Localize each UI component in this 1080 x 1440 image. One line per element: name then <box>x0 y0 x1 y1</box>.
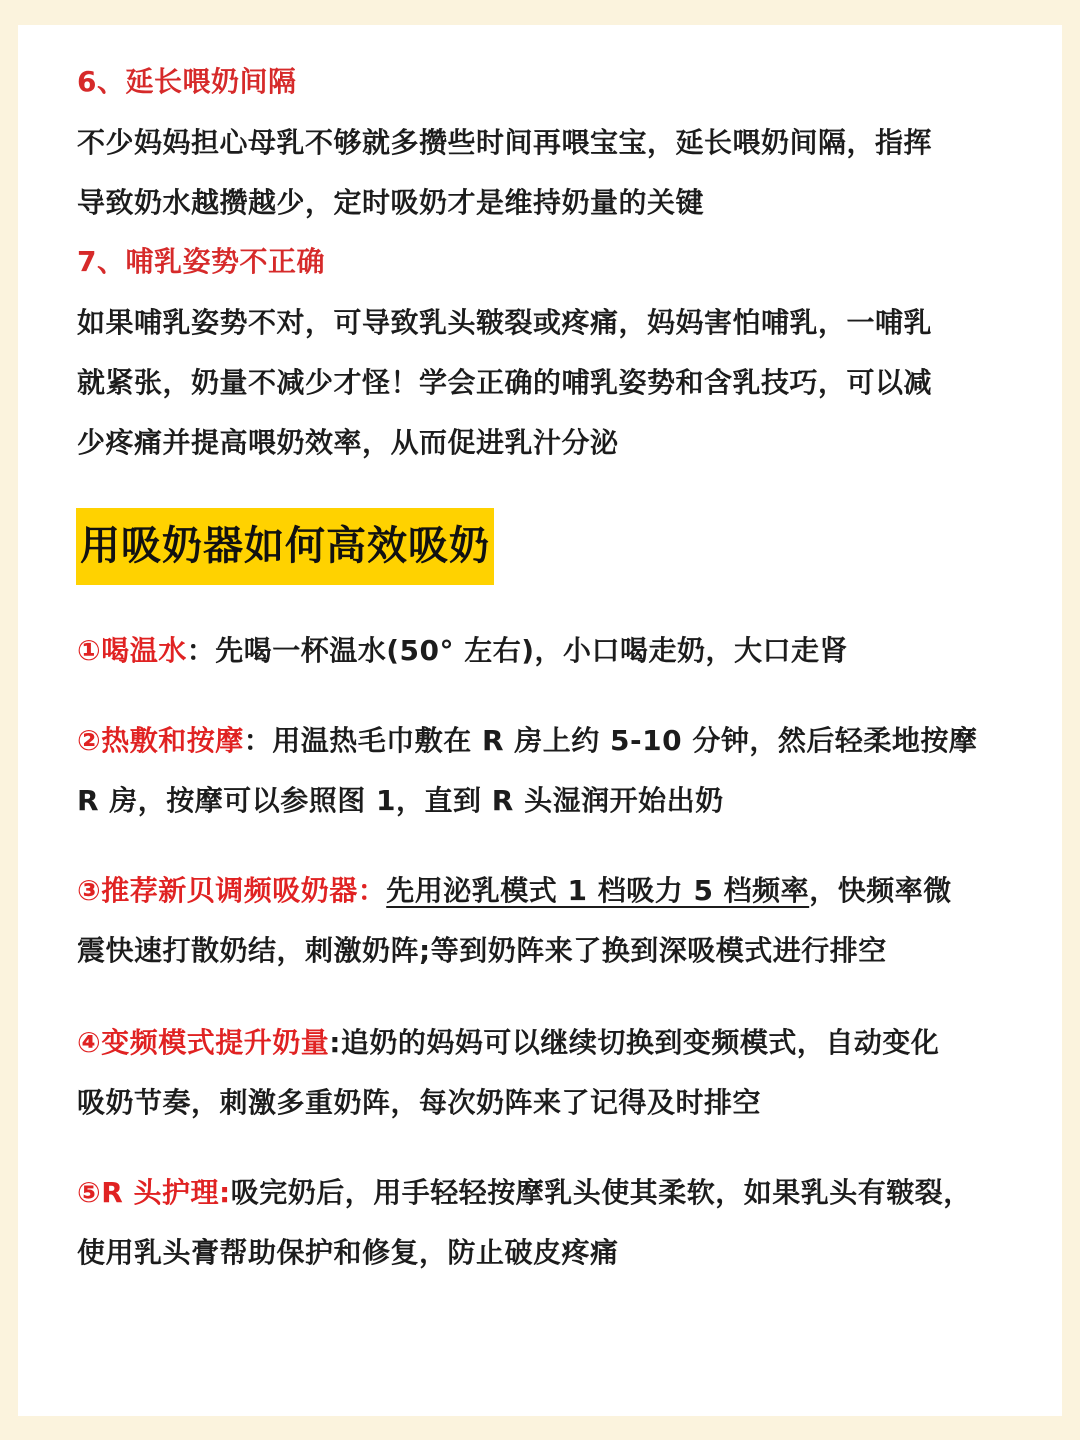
step-1-label: ①喝温水 <box>77 634 187 667</box>
step-3-underlined-text: 先用泌乳模式 1 档吸力 5 档频率 <box>386 874 810 907</box>
step-5-line-2: 使用乳头膏帮助保护和修复，防止破皮疼痛 <box>77 1236 619 1269</box>
step-4-line-1 <box>77 1013 939 1073</box>
step-1 <box>77 621 848 681</box>
step-2-line-1 <box>77 711 977 771</box>
tip-7-line-1: 如果哺乳姿势不对，可导致乳头皲裂或疼痛，妈妈害怕哺乳，一哺乳 <box>77 306 933 339</box>
tip-6-line-1: 不少妈妈担心母乳不够就多攒些时间再喂宝宝，延长喂奶间隔，指挥 <box>77 126 933 159</box>
tip-7-line-3: 少疼痛并提高喂奶效率，从而促进乳汁分泌 <box>77 426 619 459</box>
tip-7-paragraph <box>77 293 932 473</box>
step-5-label: ⑤R 头护理: <box>77 1176 231 1209</box>
step-2-text-1: ：用温热毛巾敷在 R 房上约 5-10 分钟，然后轻柔地按摩 <box>243 724 978 757</box>
step-4 <box>77 1013 939 1133</box>
step-2-label: ②热敷和按摩 <box>77 724 244 757</box>
step-5 <box>77 1163 972 1283</box>
tip-7-heading: 7、哺乳姿势不正确 <box>77 245 325 278</box>
section-title-banner: 用吸奶器如何高效吸奶 <box>76 508 494 585</box>
tip-7-line-2: 就紧张，奶量不减少才怪！学会正确的哺乳姿势和含乳技巧，可以减 <box>77 366 933 399</box>
step-2 <box>77 711 977 831</box>
step-5-text-1: 吸完奶后，用手轻轻按摩乳头使其柔软，如果乳头有皲裂， <box>230 1176 972 1209</box>
step-2-line-2: R 房，按摩可以参照图 1，直到 R 头湿润开始出奶 <box>77 784 724 817</box>
step-5-line-1 <box>77 1163 972 1223</box>
tip-6-paragraph <box>77 113 932 233</box>
step-4-label: ④变频模式提升奶量 <box>77 1026 330 1059</box>
step-1-text: ：先喝一杯温水(50° 左右)，小口喝走奶，大口走肾 <box>186 634 849 667</box>
step-1-line-1 <box>77 621 848 681</box>
step-4-line-2: 吸奶节奏，刺激多重奶阵，每次奶阵来了记得及时排空 <box>77 1086 762 1119</box>
tip-6-line-2: 导致奶水越攒越少，定时吸奶才是维持奶量的关键 <box>77 186 705 219</box>
step-3-label: ③推荐新贝调频吸奶器： <box>77 874 387 907</box>
step-3-line-2: 震快速打散奶结，刺激奶阵;等到奶阵来了换到深吸模式进行排空 <box>77 934 887 967</box>
tip-6-heading: 6、延长喂奶间隔 <box>77 65 297 98</box>
step-3 <box>77 861 952 981</box>
step-4-text-1: :追奶的妈妈可以继续切换到变频模式，自动变化 <box>329 1026 940 1059</box>
step-3-line-1 <box>77 861 952 921</box>
step-3-text-rest: ，快频率微 <box>809 874 952 907</box>
